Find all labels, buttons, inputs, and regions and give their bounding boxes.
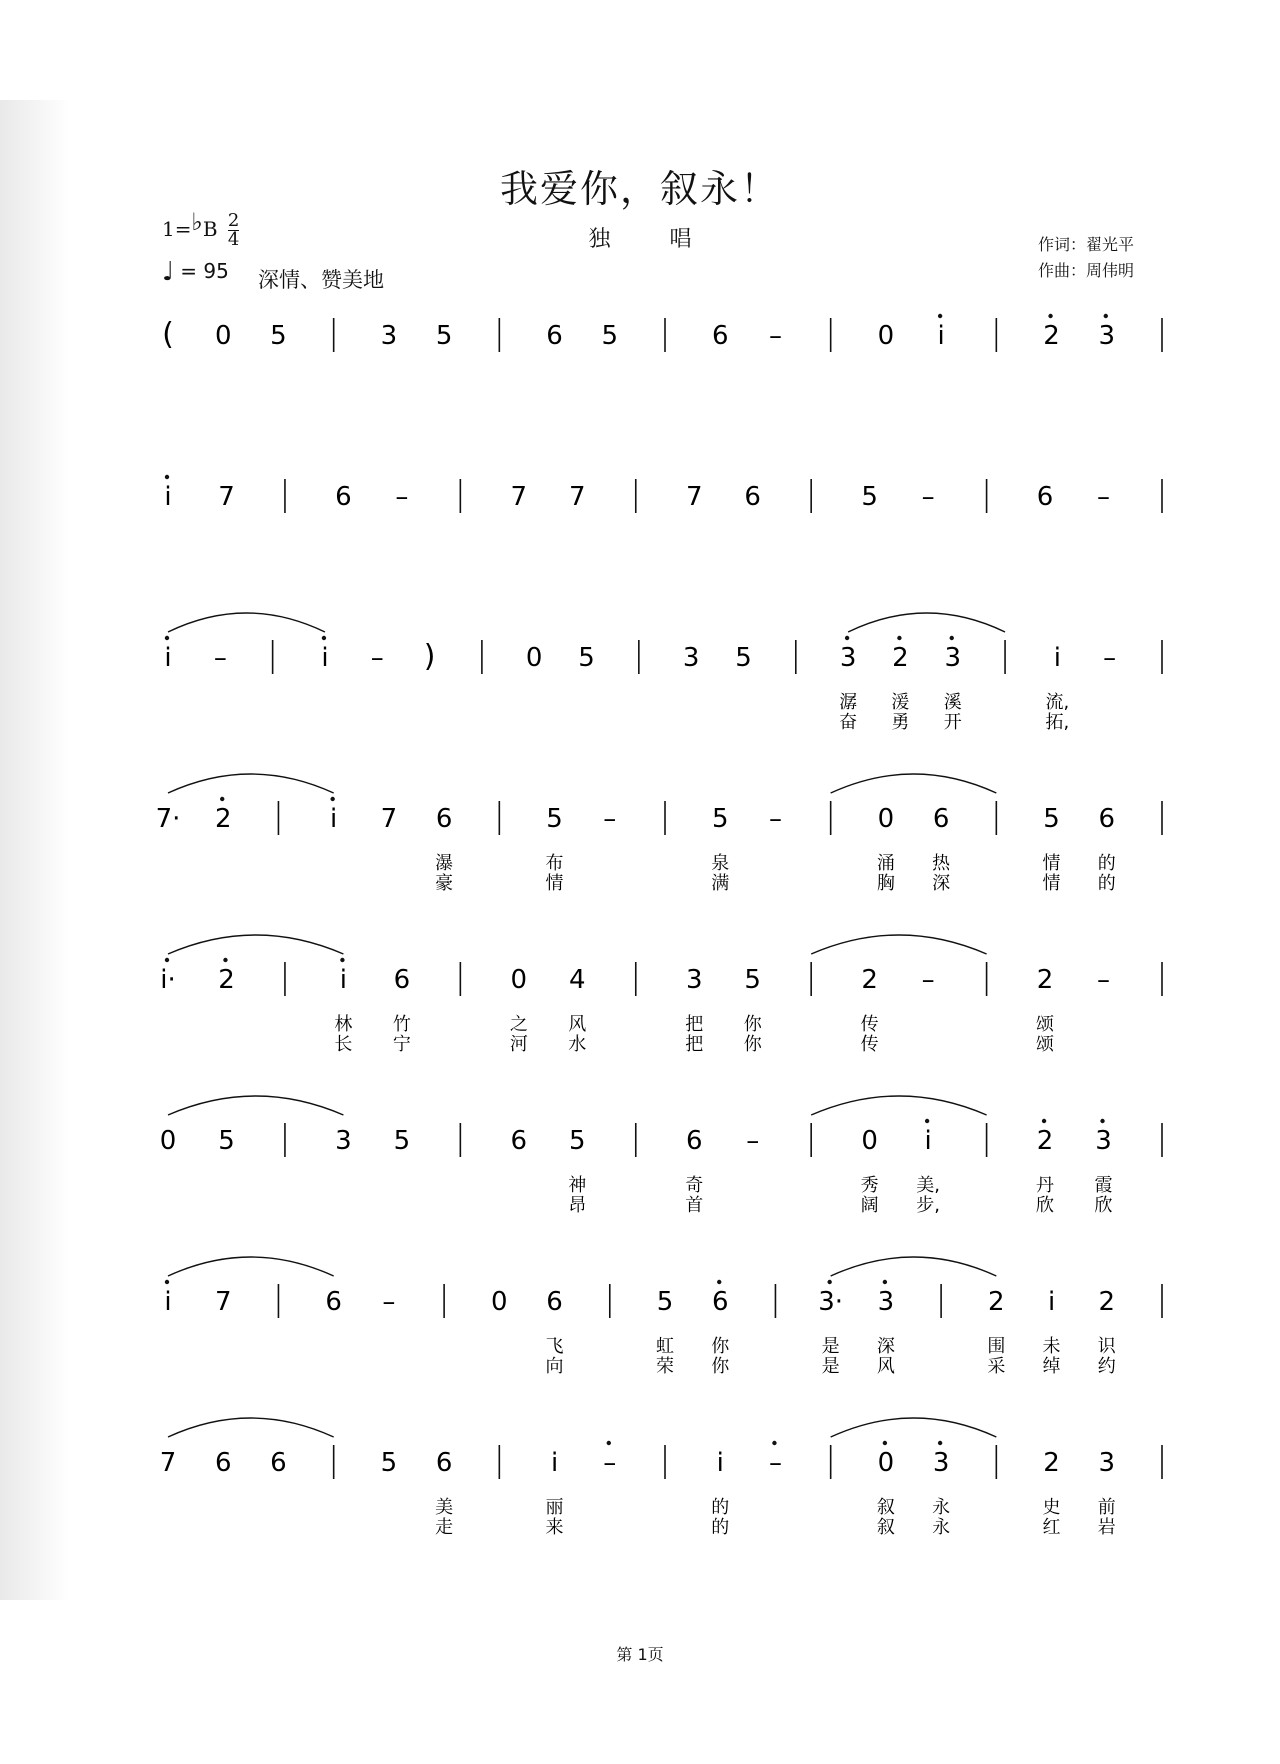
lyric-verse-1: 风 (568, 1014, 587, 1035)
note: 3 (944, 643, 962, 673)
high-octave-dot (772, 1441, 776, 1445)
lyric-verse-2: 叙 (876, 1517, 895, 1538)
high-octave-dot (938, 1441, 942, 1445)
lyric-verse-1: 你 (743, 1014, 762, 1035)
dash-note: – (768, 804, 782, 834)
note: 2 (861, 965, 878, 995)
note: 5 (861, 482, 878, 512)
note: 6 (270, 1448, 287, 1478)
note: 2 (1043, 1448, 1060, 1478)
lyric-verse-2: 是 (821, 1356, 840, 1377)
lyric-verse-1: 泉 (711, 853, 730, 874)
note: 3 (1095, 1126, 1112, 1156)
lyric-verse-1: 前 (1097, 1497, 1116, 1518)
dash-note: – (395, 482, 409, 512)
lyric-verse-2: 绰 (1042, 1356, 1061, 1377)
lyric-verse-1: 溪 (943, 692, 962, 713)
note: 3· (818, 1287, 844, 1317)
lyric-verse-1: 飞 (545, 1336, 564, 1357)
note: i (164, 482, 172, 512)
page-title: 我爱你，叙永！ (499, 167, 780, 211)
note: 5 (569, 1126, 586, 1156)
lyric-verse-2: 红 (1042, 1517, 1061, 1538)
note: 2 (1036, 1126, 1054, 1156)
lyric-verse-1: 永 (932, 1497, 951, 1518)
lyricist: 作词：翟光平 (1038, 235, 1135, 254)
high-octave-dot (897, 636, 901, 640)
expression-marking: 深情、赞美地 (258, 268, 384, 292)
dash-note: – (370, 643, 384, 673)
note: 6 (546, 321, 563, 351)
lyric-verse-1: 丹 (1036, 1175, 1055, 1196)
slur-arc (168, 1418, 334, 1437)
note: 5 (546, 804, 563, 834)
note: 5 (218, 1126, 235, 1156)
note: 0 (877, 804, 895, 834)
bracket: ( (162, 317, 174, 352)
note: 6 (510, 1126, 528, 1156)
lyric-verse-2: 胸 (876, 873, 895, 894)
key-letter: B (202, 217, 218, 241)
lyric-verse-2: 奋 (839, 712, 858, 733)
high-octave-dot (1104, 314, 1108, 318)
lyric-verse-1: 流, (1045, 692, 1070, 713)
high-octave-dot (883, 1280, 887, 1284)
lyric-verse-2: 走 (435, 1517, 454, 1538)
high-octave-dot (607, 1441, 611, 1445)
lyric-verse-2: 水 (568, 1034, 587, 1055)
note: i (164, 643, 172, 673)
lyric-verse-2: 颂 (1036, 1034, 1055, 1055)
note: 6 (546, 1287, 563, 1317)
high-octave-dot (925, 1119, 929, 1123)
high-octave-dot (1042, 1119, 1046, 1123)
slur-arc (168, 1257, 334, 1276)
high-octave-dot (717, 1280, 721, 1284)
note: 6 (335, 482, 352, 512)
high-octave-dot (845, 636, 849, 640)
lyric-verse-1: 潺 (839, 692, 858, 713)
lyric-verse-2: 开 (943, 712, 962, 733)
high-octave-dot (165, 958, 169, 962)
lyric-verse-2: 昂 (568, 1195, 587, 1216)
lyric-verse-1: 你 (711, 1336, 730, 1357)
note: 6 (1036, 482, 1054, 512)
dash-note: – (921, 965, 935, 995)
lyric-verse-2: 情 (1042, 873, 1061, 894)
lyric-verse-2: 把 (685, 1034, 704, 1055)
note: 0 (877, 1448, 895, 1478)
dash-note: – (213, 643, 227, 673)
note: 0 (861, 1126, 878, 1156)
high-octave-dot (883, 1441, 887, 1445)
lyric-verse-2: 长 (334, 1034, 353, 1055)
note: 0 (491, 1287, 508, 1317)
note: 5 (380, 1448, 398, 1478)
note: 5 (270, 321, 287, 351)
dash-note: – (768, 1448, 782, 1478)
note: 7 (685, 482, 703, 512)
lyric-verse-1: 之 (509, 1014, 528, 1035)
high-octave-dot (165, 636, 169, 640)
note: 2 (988, 1287, 1005, 1317)
high-octave-dot (827, 1280, 831, 1284)
slur-arc (831, 1257, 997, 1276)
note: i (164, 1287, 172, 1317)
lyric-verse-2: 豪 (435, 873, 454, 894)
note: 5 (711, 804, 729, 834)
high-octave-dot (1048, 314, 1052, 318)
lyric-verse-2: 首 (685, 1195, 704, 1216)
lyric-verse-2: 向 (545, 1356, 564, 1377)
note: 7 (510, 482, 528, 512)
note: 7 (218, 482, 235, 512)
performance-type: 独 唱 (588, 227, 692, 252)
note: i (1047, 1287, 1056, 1317)
time-signature-top: 2 (227, 210, 240, 231)
note: 7 (380, 804, 398, 834)
lyric-verse-1: 识 (1097, 1336, 1116, 1357)
dash-note: – (921, 482, 935, 512)
lyric-verse-1: 传 (860, 1014, 879, 1035)
note: 7 (159, 1448, 177, 1478)
lyric-verse-1: 虹 (656, 1336, 674, 1357)
note: i· (160, 965, 176, 995)
high-octave-dot (165, 475, 169, 479)
note: 2 (1036, 965, 1054, 995)
note: 3 (335, 1126, 352, 1156)
note: 6 (1098, 804, 1116, 834)
dash-note: – (603, 804, 617, 834)
high-octave-dot (950, 636, 954, 640)
high-octave-dot (165, 1280, 169, 1284)
lyric-verse-1: 林 (334, 1014, 353, 1035)
note: i (330, 804, 338, 834)
slur-arc (168, 935, 343, 954)
dash-note: – (1097, 965, 1111, 995)
note: 6 (711, 1287, 729, 1317)
flat-icon: ♭ (191, 208, 203, 236)
high-octave-dot (340, 958, 344, 962)
note: 3 (1098, 1448, 1116, 1478)
note: 0 (159, 1126, 177, 1156)
lyric-verse-1: 的 (711, 1497, 730, 1518)
time-signature-bottom: 4 (227, 229, 240, 250)
note: 2 (218, 965, 235, 995)
note: 3 (839, 643, 857, 673)
note: 2 (892, 643, 909, 673)
lyric-verse-1: 竹 (392, 1014, 411, 1035)
lyric-verse-2: 步, (916, 1195, 940, 1216)
high-octave-dot (223, 958, 227, 962)
lyric-verse-2: 采 (987, 1356, 1006, 1377)
note: i (937, 321, 945, 351)
note: 6 (325, 1287, 342, 1317)
note: 3 (932, 1448, 950, 1478)
note: i (716, 1448, 724, 1478)
note: 6 (932, 804, 950, 834)
note: i (321, 643, 329, 673)
lyric-verse-1: 美 (435, 1497, 454, 1518)
high-octave-dot (220, 797, 224, 801)
lyric-verse-2: 荣 (656, 1356, 674, 1377)
lyric-verse-1: 热 (932, 853, 951, 874)
note: 5 (393, 1126, 411, 1156)
lyric-verse-1: 叙 (876, 1497, 895, 1518)
note: 0 (877, 321, 895, 351)
lyric-verse-2: 岩 (1097, 1517, 1116, 1538)
lyric-verse-1: 围 (987, 1336, 1006, 1357)
note: 2 (1043, 321, 1060, 351)
note: 6 (393, 965, 411, 995)
lyric-verse-1: 丽 (545, 1497, 564, 1518)
note: 6 (435, 804, 453, 834)
slur-arc (831, 774, 997, 793)
high-octave-dot (1100, 1119, 1104, 1123)
lyric-verse-1: 涌 (876, 853, 895, 874)
lyric-verse-1: 布 (545, 853, 564, 874)
note: 7 (214, 1287, 232, 1317)
lyric-verse-1: 史 (1042, 1497, 1061, 1518)
lyric-verse-2: 阔 (860, 1195, 879, 1216)
lyric-verse-2: 约 (1097, 1356, 1116, 1377)
lyric-verse-2: 的 (711, 1517, 730, 1538)
tempo-value: = 95 (180, 259, 229, 283)
lyric-verse-1: 情 (1042, 853, 1061, 874)
note: i (924, 1126, 932, 1156)
note: i (1053, 643, 1061, 673)
slur-arc (811, 1096, 986, 1115)
page-number: 第 1页 (616, 1645, 664, 1664)
lyric-verse-2: 来 (545, 1517, 564, 1538)
note: 5 (735, 643, 752, 673)
dash-note: – (603, 1448, 617, 1478)
note: 3 (1098, 321, 1116, 351)
lyric-verse-2: 的 (1097, 873, 1116, 894)
lyric-verse-2: 勇 (891, 712, 910, 733)
note: 6 (435, 1448, 453, 1478)
note: 3 (685, 965, 703, 995)
lyric-verse-2: 你 (711, 1356, 730, 1377)
lyric-verse-1: 秀 (860, 1175, 879, 1196)
dash-note: – (746, 1126, 760, 1156)
note: 5 (1043, 804, 1060, 834)
note: 2 (1098, 1287, 1116, 1317)
note: 3 (682, 643, 700, 673)
slur-arc (811, 935, 986, 954)
note: 2 (214, 804, 232, 834)
lyric-verse-2: 河 (509, 1034, 528, 1055)
dash-note: – (1097, 482, 1111, 512)
note: 5 (601, 321, 619, 351)
slur-arc (168, 774, 334, 793)
slur-arc (831, 1418, 997, 1437)
note: 5 (435, 321, 453, 351)
lyric-verse-1: 颂 (1036, 1014, 1055, 1035)
lyric-verse-2: 风 (876, 1356, 895, 1377)
lyric-verse-1: 奇 (685, 1175, 704, 1196)
note: 4 (569, 965, 586, 995)
lyric-verse-2: 情 (545, 873, 564, 894)
note: 6 (685, 1126, 703, 1156)
dash-note: – (382, 1287, 396, 1317)
note: 5 (578, 643, 595, 673)
note: 5 (656, 1287, 674, 1317)
key-prefix: 1= (162, 217, 192, 241)
quarter-note-icon: ♩ (162, 257, 175, 287)
note: 6 (744, 482, 761, 512)
lyric-verse-1: 瀑 (435, 853, 454, 874)
note: 0 (525, 643, 543, 673)
lyric-verse-1: 湲 (891, 692, 910, 713)
note: 6 (711, 321, 729, 351)
lyric-verse-2: 拓, (1045, 712, 1070, 733)
lyric-verse-1: 美, (916, 1175, 940, 1196)
high-octave-dot (938, 314, 942, 318)
note: 0 (510, 965, 528, 995)
note: 6 (214, 1448, 232, 1478)
lyric-verse-1: 的 (1097, 853, 1116, 874)
slur-arc (168, 1096, 343, 1115)
lyric-verse-1: 深 (876, 1336, 895, 1357)
high-octave-dot (330, 797, 334, 801)
bracket: ) (423, 639, 436, 674)
lyric-verse-2: 欣 (1094, 1195, 1113, 1216)
lyric-verse-2: 宁 (392, 1034, 411, 1055)
lyric-verse-1: 把 (685, 1014, 704, 1035)
lyric-verse-1: 霞 (1094, 1175, 1113, 1196)
lyric-verse-2: 传 (860, 1034, 879, 1055)
slur-arc (168, 613, 325, 632)
note: 7· (155, 804, 181, 834)
note: i (550, 1448, 559, 1478)
lyric-verse-1: 神 (568, 1175, 587, 1196)
note: 3 (877, 1287, 895, 1317)
lyric-verse-2: 你 (743, 1034, 762, 1055)
composer: 作曲：周伟明 (1038, 261, 1135, 280)
slur-arc (848, 613, 1005, 632)
lyric-verse-2: 欣 (1036, 1195, 1055, 1216)
lyric-verse-2: 永 (932, 1517, 951, 1538)
lyric-verse-1: 是 (821, 1336, 840, 1357)
lyric-verse-2: 满 (711, 873, 730, 894)
note: i (339, 965, 348, 995)
dash-note: – (768, 321, 782, 351)
note: 0 (214, 321, 232, 351)
note: 7 (569, 482, 586, 512)
dash-note: – (1103, 643, 1117, 673)
lyric-verse-1: 未 (1042, 1336, 1061, 1357)
note: 3 (380, 321, 398, 351)
lyric-verse-2: 深 (932, 873, 951, 894)
high-octave-dot (322, 636, 326, 640)
note: 5 (744, 965, 761, 995)
